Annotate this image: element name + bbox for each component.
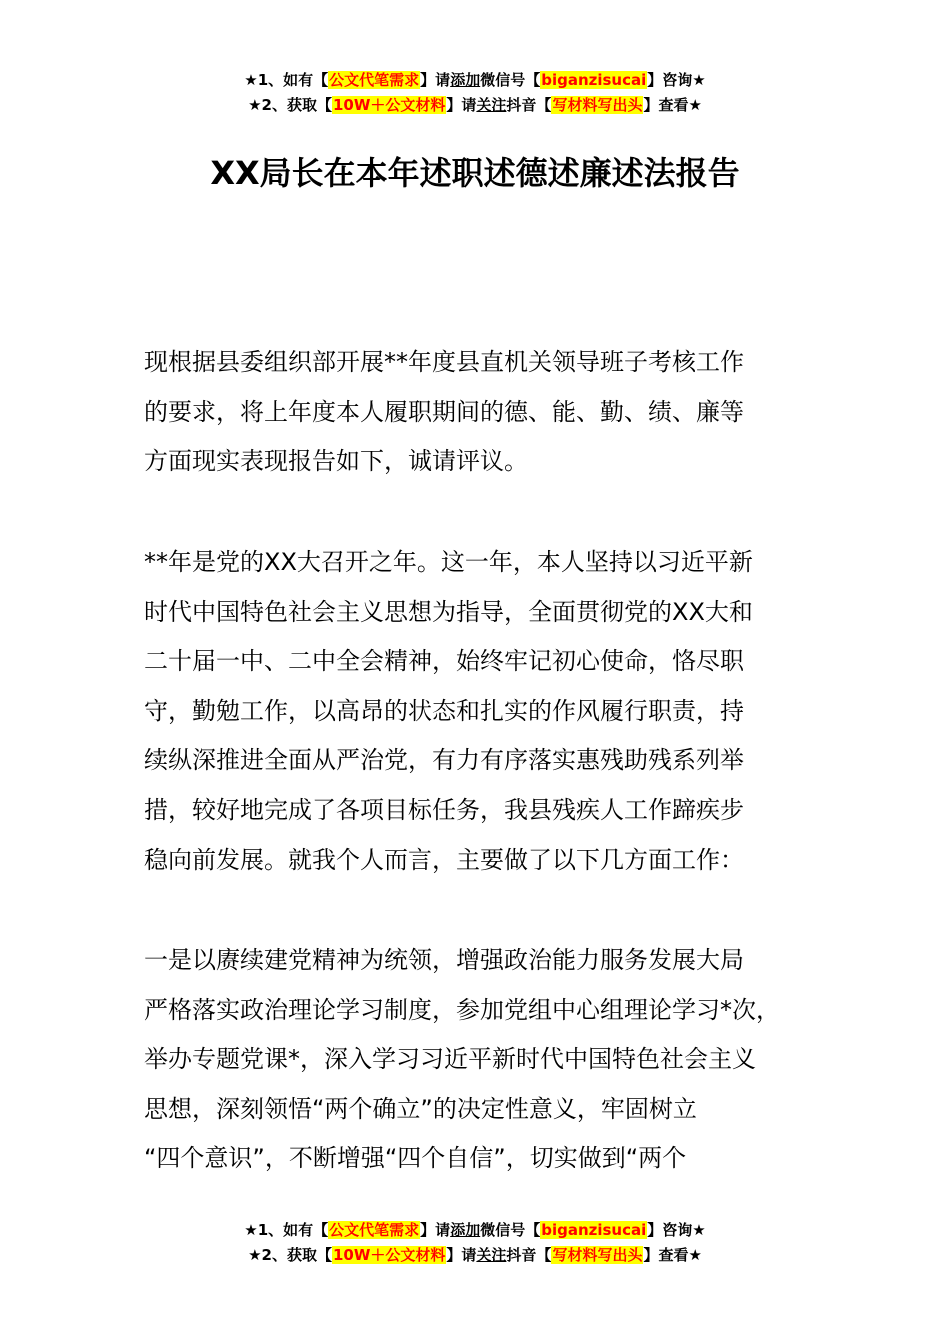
text-line: **年是党的XX大召开之年。这一年，本人坚持以习近平新 xyxy=(144,548,753,576)
banner-text: 】请 xyxy=(446,1246,477,1264)
paragraph-political-ability xyxy=(144,936,844,1184)
banner-highlight-wechat-id: biganzisucai xyxy=(541,71,647,89)
banner-underlined-text: 添加 xyxy=(450,71,481,89)
text-line: 续纵深推进全面从严治党，有力有序落实惠残助残系列举 xyxy=(144,746,744,775)
text-line: 二十届一中、二中全会精神，始终牢记初心使命，恪尽职 xyxy=(144,647,744,676)
text-line: 稳向前发展。就我个人而言，主要做了以下几方面工作： xyxy=(144,845,744,874)
paragraph-overview xyxy=(144,538,844,885)
banner-highlight-materials: 10W＋公文材料 xyxy=(332,96,446,114)
text-line: 思想，深刻领悟“两个确立”的决定性意义，牢固树立 xyxy=(144,1094,697,1123)
banner-highlight-service: 公文代笔需求 xyxy=(329,1221,420,1239)
text-line: 严格落实政治理论学习制度，参加党组中心组理论学习*次， xyxy=(144,995,780,1024)
banner-text: 】请 xyxy=(446,96,477,114)
banner-text: 抖音【 xyxy=(506,96,552,114)
text-line: 时代中国特色社会主义思想为指导，全面贯彻党的XX大和 xyxy=(144,597,753,626)
text-line: 一是以赓续建党精神为统领，增强政治能力服务发展大局 xyxy=(144,946,744,974)
text-line: 举办专题党课*，深入学习习近平新时代中国特色社会主义 xyxy=(144,1045,756,1074)
banner-text: ★1、如有【 xyxy=(244,71,329,89)
footer-banner-line-2 xyxy=(0,1243,950,1268)
footer-banner-line-1 xyxy=(0,1218,950,1243)
banner-text: 微信号【 xyxy=(480,71,541,89)
banner-text: 】咨询★ xyxy=(647,1221,706,1239)
banner-text: 微信号【 xyxy=(480,1221,541,1239)
document-title: XX局长在本年述职述德述廉述法报告 xyxy=(210,154,740,192)
text-line: “四个意识”，不断增强“四个自信”，切实做到“两个 xyxy=(144,1144,687,1173)
banner-underlined-text: 关注 xyxy=(476,96,507,114)
footer-banner xyxy=(0,1218,950,1268)
paragraph-intro xyxy=(144,338,844,487)
banner-text: 】请 xyxy=(420,1221,451,1239)
banner-highlight-douyin-id: 写材料写出头 xyxy=(552,1246,643,1264)
banner-text: 】请 xyxy=(420,71,451,89)
banner-text: ★1、如有【 xyxy=(244,1221,329,1239)
banner-text: ★2、获取【 xyxy=(248,1246,332,1264)
header-banner xyxy=(0,68,950,118)
header-banner-line-1 xyxy=(0,68,950,93)
banner-highlight-douyin-id: 写材料写出头 xyxy=(552,96,643,114)
text-line: 措，较好地完成了各项目标任务，我县残疾人工作蹄疾步 xyxy=(144,795,744,824)
banner-highlight-service: 公文代笔需求 xyxy=(329,71,420,89)
header-banner-line-2 xyxy=(0,93,950,118)
banner-text: 抖音【 xyxy=(506,1246,552,1264)
banner-highlight-wechat-id: biganzisucai xyxy=(541,1221,647,1239)
banner-underlined-text: 添加 xyxy=(450,1221,481,1239)
text-line: 现根据县委组织部开展**年度县直机关领导班子考核工作 xyxy=(144,348,744,376)
text-line: 方面现实表现报告如下，诚请评议。 xyxy=(144,447,528,476)
banner-text: ★2、获取【 xyxy=(248,96,332,114)
banner-underlined-text: 关注 xyxy=(476,1246,507,1264)
text-line: 的要求，将上年度本人履职期间的德、能、勤、绩、廉等 xyxy=(144,397,744,426)
banner-highlight-materials: 10W＋公文材料 xyxy=(332,1246,446,1264)
banner-text: 】咨询★ xyxy=(647,71,706,89)
text-line: 守，勤勉工作，以高昂的状态和扎实的作风履行职责，持 xyxy=(144,696,744,725)
banner-text: 】查看★ xyxy=(643,96,702,114)
banner-text: 】查看★ xyxy=(643,1246,702,1264)
